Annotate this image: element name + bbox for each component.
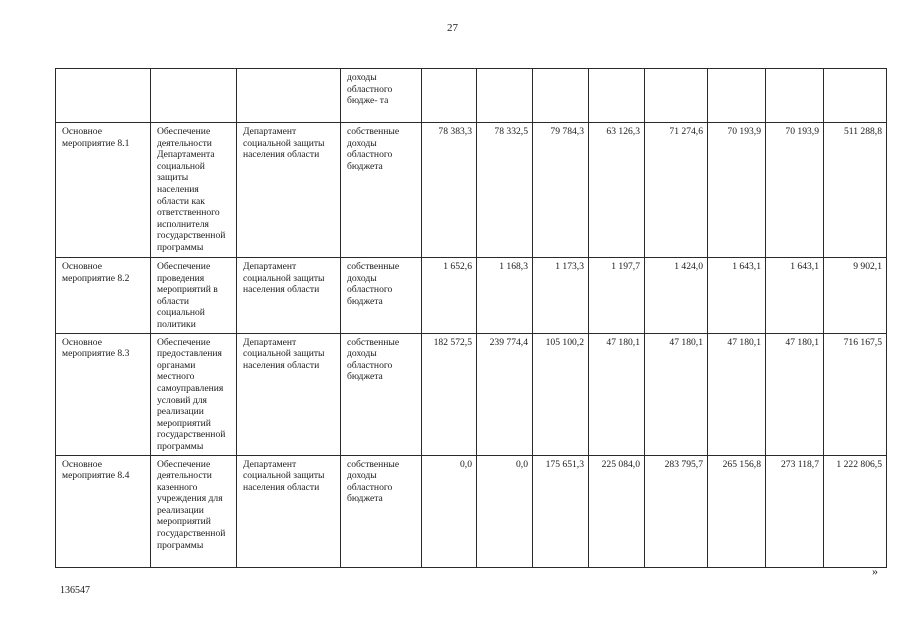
title-cell bbox=[151, 69, 237, 123]
value-cell: 1 173,3 bbox=[533, 258, 589, 334]
value-cell: 105 100,2 bbox=[533, 333, 589, 455]
total-cell: 1 222 806,5 bbox=[824, 455, 887, 567]
total-cell: 511 288,8 bbox=[824, 123, 887, 258]
value-cell bbox=[477, 69, 533, 123]
value-cell: 78 332,5 bbox=[477, 123, 533, 258]
value-cell bbox=[589, 69, 645, 123]
executor-cell: Департамент социальной защиты населения области bbox=[237, 123, 341, 258]
value-cell: 1 652,6 bbox=[422, 258, 477, 334]
value-cell bbox=[708, 69, 766, 123]
continuation-mark: » bbox=[872, 564, 878, 578]
value-cell: 1 197,7 bbox=[589, 258, 645, 334]
value-cell: 283 795,7 bbox=[645, 455, 708, 567]
value-cell: 70 193,9 bbox=[708, 123, 766, 258]
value-cell: 1 168,3 bbox=[477, 258, 533, 334]
measure-cell: Основное мероприятие 8.2 bbox=[56, 258, 151, 334]
page-number: 27 bbox=[447, 22, 458, 34]
title-cell: Обеспечение предоставления органами местного самоуправления условий для реализации мероприятий государственной программы bbox=[151, 333, 237, 455]
continuation-row bbox=[56, 69, 887, 123]
measure-cell: Основное мероприятие 8.3 bbox=[56, 333, 151, 455]
value-cell: 70 193,9 bbox=[766, 123, 824, 258]
executor-cell: Департамент социальной защиты населения области bbox=[237, 333, 341, 455]
measure-cell: Основное мероприятие 8.1 bbox=[56, 123, 151, 258]
table-row bbox=[56, 123, 887, 258]
title-cell: Обеспечение проведения мероприятий в области социальной политики bbox=[151, 258, 237, 334]
value-cell: 1 643,1 bbox=[766, 258, 824, 334]
executor-cell bbox=[237, 69, 341, 123]
table-row bbox=[56, 455, 887, 567]
measure-cell bbox=[56, 69, 151, 123]
value-cell: 239 774,4 bbox=[477, 333, 533, 455]
value-cell: 0,0 bbox=[422, 455, 477, 567]
value-cell: 47 180,1 bbox=[645, 333, 708, 455]
value-cell: 265 156,8 bbox=[708, 455, 766, 567]
value-cell: 1 424,0 bbox=[645, 258, 708, 334]
value-cell bbox=[766, 69, 824, 123]
value-cell: 78 383,3 bbox=[422, 123, 477, 258]
value-cell: 182 572,5 bbox=[422, 333, 477, 455]
value-cell: 71 274,6 bbox=[645, 123, 708, 258]
table-row bbox=[56, 258, 887, 334]
total-cell: 716 167,5 bbox=[824, 333, 887, 455]
measure-cell: Основное мероприятие 8.4 bbox=[56, 455, 151, 567]
value-cell: 47 180,1 bbox=[766, 333, 824, 455]
value-cell bbox=[533, 69, 589, 123]
value-cell: 225 084,0 bbox=[589, 455, 645, 567]
value-cell: 1 643,1 bbox=[708, 258, 766, 334]
total-cell bbox=[824, 69, 887, 123]
document-code: 136547 bbox=[60, 585, 90, 596]
value-cell: 47 180,1 bbox=[589, 333, 645, 455]
value-cell: 175 651,3 bbox=[533, 455, 589, 567]
table-row bbox=[56, 333, 887, 455]
source-cell: доходы областного бюдже- та bbox=[341, 69, 422, 123]
source-cell: собственные доходы областного бюджета bbox=[341, 258, 422, 334]
value-cell: 0,0 bbox=[477, 455, 533, 567]
value-cell: 273 118,7 bbox=[766, 455, 824, 567]
source-cell: собственные доходы областного бюджета bbox=[341, 333, 422, 455]
executor-cell: Департамент социальной защиты населения области bbox=[237, 258, 341, 334]
value-cell bbox=[645, 69, 708, 123]
source-cell: собственные доходы областного бюджета bbox=[341, 455, 422, 567]
title-cell: Обеспечение деятельности Департамента социальной защиты населения области как ответственного исполнителя государственной программы bbox=[151, 123, 237, 258]
total-cell: 9 902,1 bbox=[824, 258, 887, 334]
title-cell: Обеспечение деятельности казенного учреждения для реализации мероприятий государственной программы bbox=[151, 455, 237, 567]
value-cell: 63 126,3 bbox=[589, 123, 645, 258]
executor-cell: Департамент социальной защиты населения области bbox=[237, 455, 341, 567]
budget-table bbox=[55, 68, 887, 568]
value-cell: 79 784,3 bbox=[533, 123, 589, 258]
value-cell bbox=[422, 69, 477, 123]
source-cell: собственные доходы областного бюджета bbox=[341, 123, 422, 258]
value-cell: 47 180,1 bbox=[708, 333, 766, 455]
